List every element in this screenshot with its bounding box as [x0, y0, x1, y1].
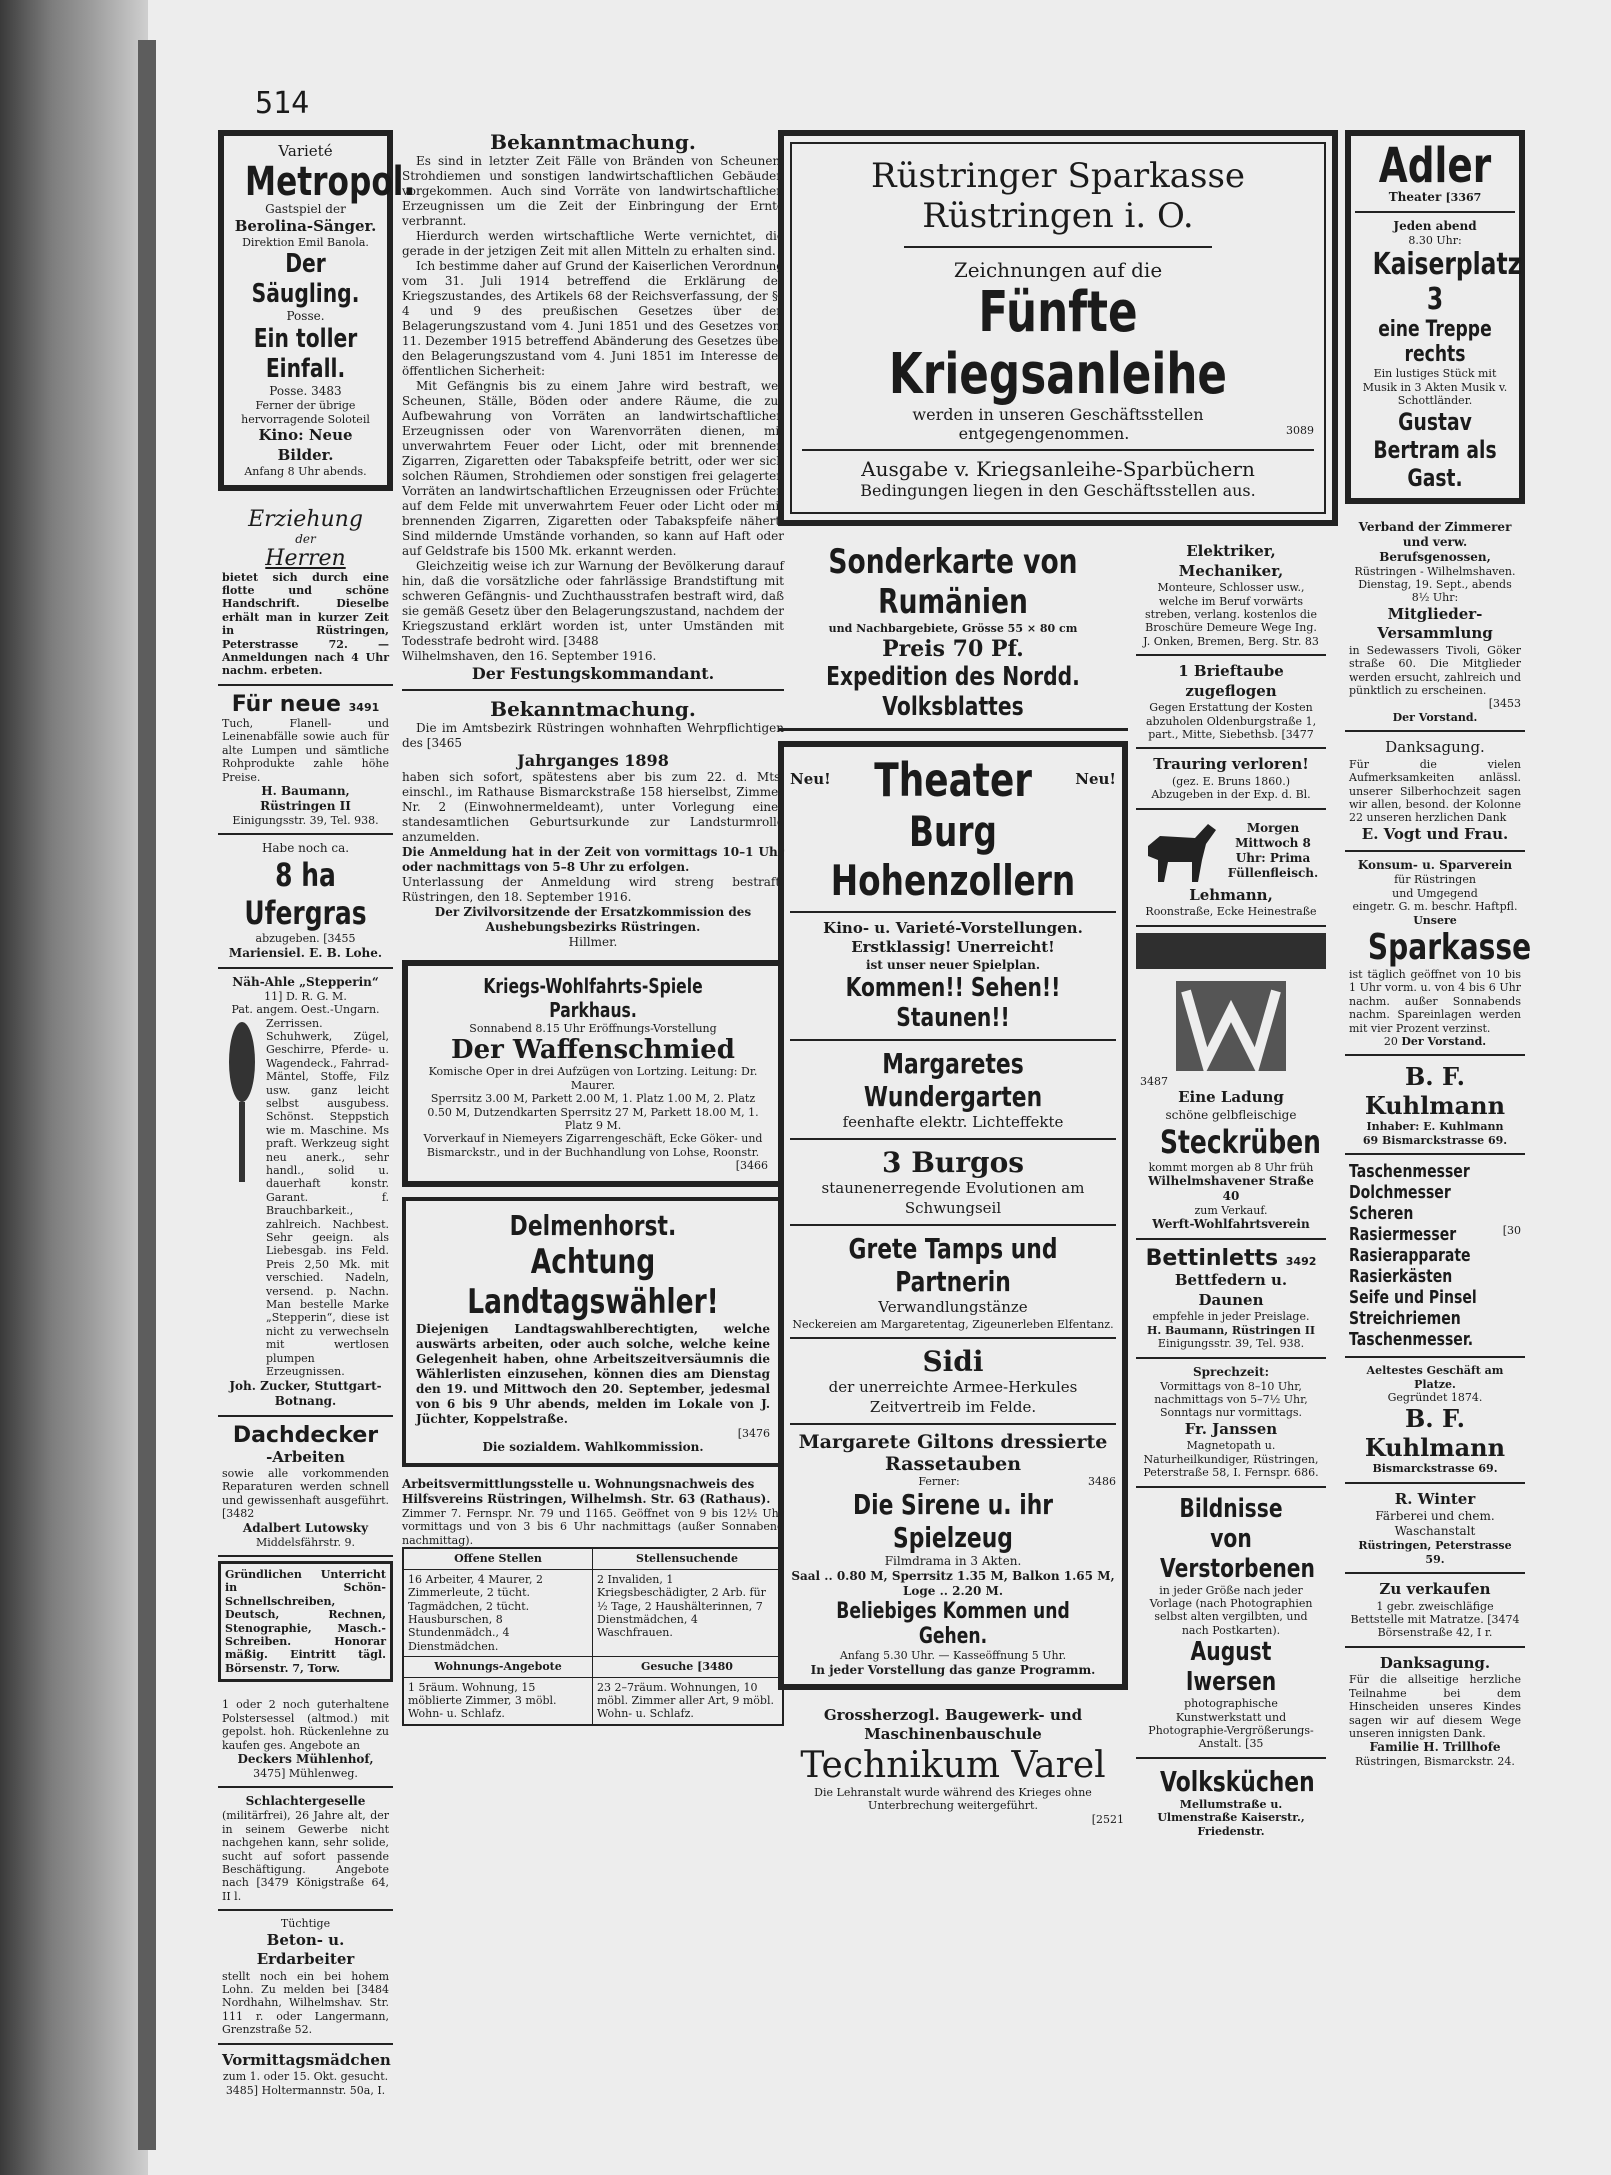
sparverein-code: 20	[1383, 1034, 1398, 1048]
janssen-head: Sprechzeit:	[1192, 1364, 1270, 1379]
adler-play2: eine Treppe rechts	[1378, 317, 1492, 368]
kuhlmann2-l2: Gegründet 1874.	[1387, 1391, 1483, 1404]
arbeitsverm-c4: 23 2–7räum. Wohnungen, 10 möbl. Zimmer aller Art, 9 möbl. Wohn- u. Schlafz.	[597, 1680, 774, 1721]
delmenhorst-code: [3476	[737, 1426, 770, 1440]
dachdecker-text: sowie alle vorkommenden Reparaturen werden schnell und gewissenhaft ausgeführt. [3482	[222, 1467, 389, 1521]
janssen-name: Fr. Janssen	[1184, 1419, 1278, 1438]
metropol-name: Metropol.	[245, 158, 416, 205]
polsterstuehle-code: 3475] Mühlenweg.	[253, 1766, 358, 1780]
dachdecker-name: Adalbert Lutowsky	[242, 1520, 369, 1535]
theater-act4: Sidi	[922, 1345, 984, 1378]
messer-item-6: Seife und Pinsel	[1349, 1287, 1477, 1309]
column-3	[778, 130, 1338, 2135]
column-4	[1345, 130, 1532, 2135]
dachdecker-sub: -Arbeiten	[266, 1447, 345, 1466]
sparkasse-l3: entgegengenommen.	[958, 424, 1130, 444]
volkskuechen-ad	[1136, 1759, 1326, 1844]
rumaenien-sub: und Nachbargebiete, Grösse 55 × 80 cm	[828, 622, 1078, 636]
schlachter-ad	[218, 1788, 393, 1911]
theater-name: Burg Hohenzollern	[830, 806, 1076, 905]
right-subcolumn	[1136, 536, 1326, 1844]
sparkasse-big: Fünfte Kriegsanleihe	[888, 280, 1228, 407]
janssen-ad	[1136, 1359, 1326, 1488]
sparkasse-l4: Ausgabe v. Kriegsanleihe-Sparbüchern	[861, 457, 1255, 482]
zimmerer-text2: in Sedewassers Tivoli, Göker straße 60. Die Mitglieder werden ersucht, zahlreich und pünktlich zu erscheinen.	[1349, 643, 1521, 698]
ufergras-code: [3455	[323, 932, 356, 946]
arbeitsverm-text: Zimmer 7. Fernspr. Nr. 79 und 1165. Geöffnet von 9 bis 12½ Uhr vormittags und von 3 bis 6 Uhr nachmittags (außer Sonnabend nachmittag).	[402, 1507, 784, 1547]
theater-act2d: staunenerregende Evolutionen am Schwungseil	[821, 1179, 1085, 1217]
polsterstuehle-text: 1 oder 2 noch guterhaltene Polstersessel (altmod.) mit gepolst. hoh. Rückenlehne zu kaufen ges. Angebote an	[222, 1698, 389, 1752]
rumaenien-head: Sonderkarte von Rumänien	[828, 542, 1078, 623]
kuhlmann2-l3: Bismarckstrasse 69.	[1372, 1462, 1498, 1476]
sparverein-l2: und Umgegend	[1392, 886, 1478, 900]
messer-item-1: Dolchmesser	[1349, 1182, 1451, 1204]
kuhlmann1-l2: 69 Bismarckstrasse 69.	[1362, 1133, 1508, 1147]
bek1-title: Bekanntmachung.	[490, 130, 696, 154]
theater-neu-right: Neu!	[1075, 769, 1116, 788]
trauring-ad	[1136, 749, 1326, 809]
janssen-text2: Magnetopath u. Naturheilkundiger, Rüstringen, Peterstraße 58, I. Fernspr. 686.	[1143, 1439, 1319, 1480]
sparverein-sign: Der Vorstand.	[1401, 1034, 1487, 1048]
parkhaus-code: [3466	[735, 1159, 768, 1173]
metropol-troupe: Berolina-Sänger.	[234, 216, 377, 235]
bek2-sign: Der Zivilvorsitzende der Ersatzkommission des Aushebungsbezirks Rüstringen.	[434, 905, 752, 934]
technikum-big: Technikum Varel	[800, 1744, 1106, 1786]
sparkasse-l5: Bedingungen liegen in den Geschäftsstellen aus.	[860, 481, 1256, 501]
lehmann-name: Lehmann,	[1189, 885, 1273, 904]
technikum-l1: Grossherzogl. Baugewerk- und Maschinenbauschule	[823, 1705, 1083, 1744]
fuer-neue-addr: Einigungsstr. 39, Tel. 938.	[232, 813, 379, 827]
metropol-top: Varieté	[278, 142, 333, 160]
theater-l5: Beliebiges Kommen und Gehen.	[836, 1599, 1070, 1650]
column-1	[218, 130, 416, 2135]
arbeitsverm-h3: Wohnungs-Angebote	[404, 1656, 593, 1677]
sparverein-text: ist täglich geöffnet von 10 bis 1 Uhr vorm. u. von 4 bis 6 Uhr nachm. außer Sonnabends nachm. Spareinlagen werden mit vier Prozent verzinst.	[1349, 967, 1521, 1035]
left-subcolumn	[778, 536, 1128, 1844]
winter-ad	[1345, 1484, 1525, 1574]
adler-desc: Ein lustiges Stück mit Musik in 3 Akten Musik v. Schottländer.	[1362, 367, 1508, 408]
delmenhorst-text: Diejenigen Landtagswahlberechtigten, welche auswärts arbeiten, oder auch solche, welche keine Gelegenheit haben, ohne Arbeitszeitversäumnis die Wählerlisten einzusehen, können dies am Dienstag den 19. und Mittwoch den 20. September, jedesmal von 6 bis 9 Uhr abends, melden im Lokale von J. Jüchter, Koppelstraße.	[416, 1321, 770, 1426]
messer-item-2: Scheren	[1349, 1203, 1414, 1225]
adler-guest: Gustav Bertram als Gast.	[1373, 407, 1497, 492]
handwriting-text: bietet sich durch eine flotte und schöne Handschrift. Dieselbe erhält man in kurzer Zeit in Rüstringen, Peterstrasse 72. — Anmeldungen nach 4 Uhr nachm. erbeten.	[222, 570, 389, 678]
bekanntmachung-2	[402, 697, 784, 950]
vormittags-head: Vormittagsmädchen	[222, 2050, 391, 2069]
werft-l5: zum Verkauf.	[1194, 1203, 1268, 1217]
volkskuechen-text: Mellumstraße u. Ulmenstraße Kaiserstr., Friedenstr.	[1157, 1797, 1305, 1838]
theater-l2: Erstklassig! Unerreicht!	[851, 938, 1055, 957]
messer-item-5: Rasierkästen	[1349, 1266, 1453, 1288]
tuechtige-head: Beton- u. Erdarbeiter	[256, 1930, 355, 1969]
w-logo-icon	[1176, 981, 1286, 1071]
tuechtige-ad	[218, 1911, 393, 2044]
theater-l6: Anfang 5.30 Uhr. — Kasseöffnung 5 Uhr.	[839, 1649, 1067, 1663]
elektriker-text: Monteure, Schlosser usw., welche im Beruf vorwärts streben, verlang. kostenlos die Broschüre Demeure Wege Ing. J. Onken, Bremen, Berg. Str. 83	[1143, 581, 1319, 648]
bettinletts-head: Bettinletts	[1145, 1246, 1279, 1272]
verkaufen-ad	[1345, 1574, 1525, 1648]
kuhlmann2-l1: Aeltestes Geschäft am Platze.	[1366, 1364, 1504, 1391]
theater-l1: Kino- u. Varieté-Vorstellungen.	[823, 918, 1083, 937]
fuer-neue-side: 3491	[348, 700, 380, 714]
brieftaube-head: 1 Brieftaube zugeflogen	[1178, 662, 1284, 700]
ufergras-ad	[218, 835, 393, 968]
danksagung1-sign: E. Vogt und Frau.	[1361, 824, 1509, 843]
zimmerer-head: Verband der Zimmerer und verw. Berufsgenossen,	[1358, 519, 1512, 564]
kuhlmann2-ad	[1345, 1358, 1525, 1484]
werft-sign: Werft-Wohlfahrtsverein	[1152, 1217, 1310, 1232]
danksagung1-ad	[1345, 732, 1525, 852]
parkhaus-ad	[402, 960, 784, 1187]
parkhaus-desc: Komische Oper in drei Aufzügen von Lortzing. Leitung: Dr. Maurer.	[428, 1065, 758, 1092]
bekanntmachung-1	[402, 130, 784, 683]
werft-big: Steckrüben	[1160, 1122, 1321, 1161]
unterricht-text: Gründlichen Unterricht in Schön-Schnellschreiben, Deutsch, Rechnen, Stenographie, Masch.-Schreiben. Honorar mäßig. Eintritt tägl. Börsenstr. 7, Torw.	[225, 1568, 386, 1675]
theater-hohenzollern-ad	[778, 741, 1128, 1690]
verkaufen-text: 1 gebr. zweischläfige Bettstelle mit Matratze. [3474 Börsenstraße 42, I r.	[1350, 1599, 1520, 1640]
theater-act6d: Filmdrama in 3 Akten.	[884, 1554, 1022, 1569]
parkhaus-show: Der Waffenschmied	[451, 1035, 735, 1066]
sparkasse-l2: werden in unseren Geschäftsstellen	[912, 405, 1204, 425]
bek1-p4: Mit Gefängnis bis zu einem Jahre wird bestraft, wer Scheunen, Ställe, Böden oder andere Räume, die zur Aufbewahrung von Vorräten an landwirtschaftlichen Erzeugnissen oder von Warenvorräten dienen, mit unverwahrtem Feuer oder Licht, oder mit brennenden Zigarren, Zigaretten oder Tabakspfeife betritt, oder wer sich solchen Räumen, Strohdiemen oder sonstigen frei gelagerten Vorräten an landwirtschaftlichen Erzeugnissen oder Früchten auf dem Felde mit unverwahrtem Feuer oder Licht oder mit brennenden Zigarren, Zigaretten oder Tabakspfeife nähert. Sind mildernde Umstände vorhanden, so kann auf Haft oder auf Geldstrafe bis 1500 Mk. erkannt werden.	[402, 379, 784, 558]
book-spine	[0, 0, 148, 2175]
fuer-neue-head: Für neue	[231, 691, 341, 717]
vormittags-ad	[218, 2045, 393, 2103]
adler-ad	[1345, 130, 1525, 504]
danksagung2-sign: Familie H. Trillhofe	[1369, 1740, 1501, 1755]
werft-l3: kommt morgen ab 8 Uhr früh	[1148, 1160, 1314, 1174]
schlachter-text: (militärfrei), 26 Jahre alt, der in seinem Gewerbe nicht nachgehen kann, sehr solide, sucht auf sofort passende Beschäftigung. Angebote nach [3479 Königstraße 64, II l.	[222, 1809, 389, 1903]
danksagung2-ad	[1345, 1648, 1525, 1775]
sparkasse-ad	[778, 130, 1338, 526]
stepperin-head: Näh-Ahle „Stepperin“	[232, 974, 379, 989]
page-number: 514	[255, 86, 310, 121]
parkhaus-vk: Vorverkauf in Niemeyers Zigarrengeschäft, Ecke Göker- und Bismarckstr., und in der Buchhandlung von Lohse, Roonstr.	[423, 1132, 763, 1159]
messer-item-7: Streichriemen	[1349, 1308, 1461, 1330]
zimmerer-code: [3453	[1488, 697, 1521, 711]
werft-l1: Eine Ladung	[1178, 1088, 1284, 1107]
delmenhorst-sign: Die sozialdem. Wahlkommission.	[482, 1440, 704, 1455]
adler-code: [3367	[1445, 191, 1482, 204]
verkaufen-head: Zu verkaufen	[1379, 1580, 1491, 1599]
parkhaus-sub: Sonnabend 8.15 Uhr Eröffnungs-Vorstellung	[469, 1022, 717, 1035]
theater-act3e: Neckereien am Margaretentag, Zigeunerleben Elfentanz.	[792, 1317, 1114, 1331]
kuhlmann2-head: B. F. Kuhlmann	[1364, 1404, 1506, 1463]
dachdecker-head: Dachdecker	[232, 1422, 379, 1448]
bildnisse-head: Bildnisse von Verstorbenen	[1160, 1493, 1315, 1584]
sparkasse-name1: Rüstringer Sparkasse	[870, 156, 1246, 196]
bildnisse-text2: photographische Kunstwerkstatt und Photographie-Vergrößerungs-Anstalt. [35	[1148, 1697, 1314, 1751]
arbeitsverm-h2: Stellensuchende	[593, 1549, 782, 1569]
adler-play: Kaiserplatz 3	[1372, 247, 1522, 318]
book-spine-edge	[138, 40, 156, 2150]
messer-item-4: Rasierapparate	[1349, 1245, 1471, 1267]
ufergras-sign: Mariensiel. E. B. Lohe.	[228, 945, 383, 960]
metropol-kino: Kino: Neue Bilder.	[258, 426, 353, 464]
theater-code: 3486	[1088, 1475, 1116, 1488]
ufergras-head: 8 ha Ufergras	[244, 856, 367, 933]
arbeitsverm-c2: 2 Invaliden, 1 Kriegsbeschädigter, 2 Arb. für ½ Tage, 2 Haushälterinnen, 7 Dienstmädchen, 4 Waschfrauen.	[593, 1570, 782, 1656]
bek2-p3: Die Anmeldung hat in der Zeit von vormittags 10–1 Uhr oder nachmittags von 5–8 Uhr zu erfolgen.	[402, 845, 784, 874]
metropol-play2-kind: Posse.	[269, 384, 308, 399]
theater-act5: Margarete Giltons dressierte Rassetauben	[798, 1431, 1108, 1475]
zimmerer-ad	[1345, 514, 1525, 733]
theater-act1: Margaretes Wundergarten	[863, 1046, 1043, 1113]
theater-act2: 3 Burgos	[881, 1146, 1025, 1180]
sparverein-l4: Unsere	[1413, 913, 1457, 927]
parkhaus-prices: Sperrsitz 3.00 M, Parkett 2.00 M, 1. Platz 1.00 M, 2. Platz 0.50 M, Dutzendkarten Sperrsitz 27 M, Parkett 18.00 M, 1. Platz 9 M.	[427, 1092, 759, 1133]
bek1-p1: Es sind in letzter Zeit Fälle von Bränden von Scheunen, Strohdiemen und sonstigen landwirtschaftlichen Gebäuden vorgekommen. Auch sind Vorräte von landwirtschaftlichen Erzeugnissen um die Zeit der Einbringung der Ernte verbrannt.	[402, 154, 784, 228]
handwriting-ad	[218, 501, 393, 686]
bettinletts-head2: Bettfedern u. Daunen	[1174, 1271, 1288, 1309]
werft-l4: Wilhelmshavener Straße 40	[1148, 1173, 1314, 1203]
sparkasse-code: 3089	[1286, 424, 1314, 438]
zimmerer-sign: Der Vorstand.	[1392, 710, 1478, 724]
bek1-p5: Gleichzeitig weise ich zur Warnung der Bevölkerung darauf hin, daß die vorsätzliche oder fahrlässige Brandstiftung mit schweren Gefängnis- und Zuchthausstrafen bestraft wird, daß sie gemäß Gesetz über den Belagerungszustand, nachdem der Kriegszustand erklärt worden ist, unter Umständen mit Todesstrafe bedroht wird. [3488	[402, 559, 784, 648]
stepperin-patent: D. R. G. M.	[285, 989, 347, 1003]
brieftaube-text: Gegen Erstattung der Kosten abzuholen Oldenburgstraße 1, part., Mitte, Siebethsb. [3477	[1145, 701, 1317, 742]
unterricht-ad	[218, 1561, 393, 1682]
metropol-start: Anfang 8 Uhr abends.	[244, 465, 367, 479]
theater-act1d: feenhafte elektr. Lichteffekte	[842, 1112, 1064, 1131]
theater-title: Theater	[874, 752, 1032, 807]
handwriting-script3: Herren	[265, 545, 346, 571]
stepperin-patent2: Pat. angem. Oest.-Ungarn.	[231, 1003, 380, 1017]
schlachter-head: Schlachtergeselle	[245, 1794, 366, 1809]
metropol-play2: Ein toller Einfall.	[253, 324, 358, 385]
bek1-sign: Der Festungskommandant.	[471, 664, 715, 683]
lehmann-addr: Roonstraße, Ecke Heinestraße	[1145, 905, 1317, 919]
theater-ferner: Ferner:	[918, 1475, 960, 1488]
volkskuechen-head: Volksküchen	[1160, 1764, 1315, 1798]
theater-neu-left: Neu!	[790, 769, 831, 788]
arbeitsverm-title: Arbeitsvermittlungsstelle u. Wohnungsnachweis des Hilfsvereins Rüstringen, Wilhelmsh. Str. 63 (Rathaus).	[402, 1477, 771, 1507]
bek2-p4: Unterlassung der Anmeldung wird streng bestraft. Rüstringen, den 18. September 1916.	[402, 875, 784, 904]
winter-l2: Rüstringen, Peterstrasse 59.	[1358, 1539, 1512, 1566]
bettinletts-addr: Einigungsstr. 39, Tel. 938.	[1157, 1337, 1305, 1351]
handwriting-script1: Erziehung	[248, 506, 363, 532]
theater-prices: Saal .. 0.80 M, Sperrsitz 1.35 M, Balkon 1.65 M, Loge .. 2.20 M.	[791, 1569, 1115, 1599]
messer-item-8: Taschenmesser.	[1349, 1329, 1474, 1351]
bek2-year: Jahrganges 1898	[517, 751, 669, 770]
bildnisse-text: in jeder Größe nach jeder Vorlage (nach Photographien selbst alten vergilbten, und nach Postkarten).	[1149, 1583, 1313, 1637]
parkhaus-title: Kriegs-Wohlfahrts-Spiele Parkhaus.	[483, 974, 703, 1022]
metropol-direction: Direktion Emil Banola.	[242, 236, 369, 249]
winter-l1: Färberei und chem. Waschanstalt	[1375, 1509, 1495, 1539]
sparverein-big: Sparkasse	[1367, 926, 1532, 968]
vormittags-text: zum 1. oder 15. Okt. gesucht. 3485] Holtermannstr. 50a, I.	[222, 2070, 389, 2097]
dark-ad-block	[1136, 933, 1326, 969]
stepperin-ad	[218, 969, 393, 1417]
metropol-more: Ferner der übrige hervorragende Soloteil	[241, 399, 370, 426]
metropol-play1: Der Säugling.	[251, 249, 360, 310]
ufergras-sub: abzugeben.	[255, 932, 320, 946]
theater-act4d: der unerreichte Armee-Herkules Zeitvertreib im Felde.	[828, 1378, 1078, 1416]
kuhlmann1-ad	[1345, 1056, 1525, 1155]
elektriker-ad	[1136, 536, 1326, 656]
metropol-ad	[218, 130, 416, 491]
metropol-code: 3483	[311, 384, 342, 399]
horse-icon	[1140, 816, 1220, 886]
sparverein-l1: für Rüstringen	[1394, 873, 1476, 887]
technikum-code: [2521	[1091, 1812, 1124, 1826]
bek2-name: Hillmer.	[568, 935, 618, 949]
lehmann-text: Morgen Mittwoch 8 Uhr: Prima Füllenfleisch.	[1227, 820, 1319, 880]
sparverein-ad	[1345, 852, 1532, 1056]
adler-name: Adler	[1378, 138, 1492, 194]
bettinletts-ad	[1136, 1240, 1326, 1358]
zimmerer-text: Rüstringen - Wilhelmshaven. Dienstag, 19. Sept., abends 8½ Uhr:	[1354, 564, 1516, 605]
handwriting-script2: der	[295, 531, 316, 546]
bettinletts-text: empfehle in jeder Preislage.	[1152, 1310, 1310, 1324]
delmenhorst-ad	[402, 1197, 784, 1467]
messer-item-0: Taschenmesser	[1349, 1161, 1470, 1183]
brieftaube-ad	[1136, 656, 1326, 749]
technikum-ad	[778, 1700, 1128, 1832]
danksagung2-text: Für die allseitige herzliche Teilnahme bei dem Hinscheiden unseres Kindes sagen wir auf diesem Wege unseren innigsten Dank.	[1349, 1673, 1521, 1740]
adler-l1: Jeden abend	[1393, 219, 1477, 233]
ufergras-top: Habe noch ca.	[261, 841, 350, 856]
arbeitsverm-h4: Gesuche [3480	[593, 1656, 782, 1677]
bek2-p1: Die im Amtsbezirk Rüstringen wohnhaften Wehrpflichtigen des [3465	[402, 721, 784, 750]
kuhlmann1-l1: Inhaber: E. Kuhlmann	[1366, 1120, 1504, 1134]
werft-code: 3487	[1140, 1074, 1168, 1088]
bek2-title: Bekanntmachung.	[490, 697, 696, 721]
bettinletts-firm: H. Baumann, Rüstringen II	[1146, 1323, 1316, 1337]
rumaenien-price: Preis 70 Pf.	[882, 635, 1024, 662]
theater-l7: In jeder Vorstellung das ganze Programm.	[810, 1662, 1096, 1677]
delmenhorst-title: Delmenhorst.	[509, 1208, 677, 1242]
adler-l2: 8.30 Uhr:	[1408, 234, 1462, 247]
winter-head: R. Winter	[1394, 1489, 1476, 1508]
tuechtige-text: stellt noch ein bei hohem Lohn. Zu melden bei [3484 Nordhahn, Wilhelmshav. Str. 111 r. oder Langermann, Grenzstraße 52.	[222, 1969, 389, 2037]
messer-ad	[1345, 1155, 1525, 1358]
kuhlmann1-head: B. F. Kuhlmann	[1364, 1062, 1506, 1121]
adler-kind: Theater	[1388, 190, 1442, 204]
bek1-date: Wilhelmshaven, den 16. September 1916.	[402, 649, 657, 663]
danksagung1-head: Danksagung.	[1385, 738, 1485, 757]
theater-act3d: Verwandlungstänze	[878, 1298, 1028, 1317]
rumaenien-exp: Expedition des Nordd. Volksblattes	[826, 661, 1080, 722]
sparkasse-l1: Zeichnungen auf die	[953, 258, 1163, 282]
janssen-text: Vormittags von 8–10 Uhr, nachmittags von 5–7½ Uhr, Sonntags nur vormittags.	[1154, 1379, 1308, 1420]
awl-tool-icon	[222, 1017, 262, 1187]
theater-act6: Die Sirene u. ihr Spielzeug	[852, 1488, 1054, 1555]
polsterstuehle-ad	[218, 1692, 393, 1788]
column-2	[402, 130, 784, 2135]
metropol-play1-kind: Posse.	[286, 309, 325, 324]
trauring-head: Trauring verloren!	[1153, 755, 1309, 774]
stepperin-firm: Joh. Zucker, Stuttgart-Botnang.	[229, 1378, 382, 1408]
bek1-p3: Ich bestimme daher auf Grund der Kaiserlichen Verordnung vom 31. Juli 1914 betreffend die Erklärung des Kriegszustandes, des Artikels 68 der Reichsverfassung, der §§ 4 und 9 des preußischen Gesetzes über den Belagerungszustand vom 4. Juni 1851 und des Gesetzes vom 11. Dezember 1915 betreffend Abänderung des Gesetzes über den Belagerungszustand vom 4. Juni 1851 im Interesse der öffentlichen Sicherheit:	[402, 259, 784, 378]
sparverein-head: Konsum- u. Sparverein	[1357, 858, 1513, 873]
theater-act3: Grete Tamps und Partnerin	[848, 1232, 1058, 1299]
bildnisse-name: August Iwersen	[1185, 1637, 1277, 1698]
werft-ad	[1136, 975, 1326, 1241]
bettinletts-side: 3492	[1285, 1255, 1317, 1269]
stepperin-code: 11]	[264, 989, 283, 1003]
theater-l4: Kommen!! Sehen!! Staunen!!	[845, 972, 1061, 1033]
technikum-l2: Die Lehranstalt wurde während des Krieges ohne Unterbrechung weitergeführt.	[814, 1785, 1092, 1813]
arbeitsverm-table	[402, 1547, 784, 1725]
stepperin-text: Zerrissen. Schuhwerk, Zügel, Geschirre, Pferde- u. Wagendeck., Fahrrad-Mäntel, Stoffe, Filz usw. ganz leicht selbst ausgubess. Schönst. Steppstich wie m. Maschine. Ms praft. Werkzeug sight neu anerk., sehr handl., solid u. dauerhaft konstr. Garant. f. Brauchbarkeit., zahlreich. Nachbest. Sehr geeign. als Liebesgab. ins Feld. Preis 2,50 Mk. mit verschied. Nadeln, versend. p. Nachn. Man bestelle Marke „Stepperin“, diese ist nicht zu verwechseln mit wertlosen plumpen Erzeugnissen.	[266, 1016, 389, 1379]
messer-item-3: Rasiermesser	[1349, 1224, 1457, 1246]
dachdecker-ad	[218, 1417, 393, 1558]
sparverein-l3: eingetr. G. m. beschr. Haftpfl.	[1352, 900, 1518, 914]
dachdecker-addr: Middelsfährstr. 9.	[255, 1535, 356, 1549]
arbeitsvermittlung-ad	[402, 1477, 784, 1726]
metropol-guest: Gastspiel der	[265, 201, 346, 216]
messer-code: [30	[1502, 1224, 1521, 1238]
danksagung2-addr: Rüstringen, Bismarckstr. 24.	[1355, 1755, 1515, 1769]
sparkasse-name2: Rüstringen i. O.	[922, 196, 1194, 236]
bildnisse-ad	[1136, 1488, 1326, 1759]
danksagung2-head: Danksagung.	[1379, 1653, 1491, 1672]
bek1-p2: Hierdurch werden wirtschaftliche Werte vernichtet, die gerade in der jetzigen Zeit mit allen Mitteln zu erhalten sind.	[402, 229, 784, 258]
fuer-neue-ad	[218, 686, 393, 835]
fuer-neue-firm: H. Baumann, Rüstringen II	[260, 783, 351, 813]
arbeitsverm-c3: 1 5räum. Wohnung, 15 möblierte Zimmer, 3 möbl. Wohn- u. Schlafz.	[404, 1678, 593, 1724]
arbeitsverm-c1: 16 Arbeiter, 4 Maurer, 2 Zimmerleute, 2 tücht. Tagmädchen, 2 tücht. Hausburschen, 8 Stundenmädch., 4 Dienstmädchen.	[404, 1570, 593, 1656]
arbeitsverm-h1: Offene Stellen	[404, 1549, 593, 1569]
werft-l2: schöne gelbfleischige	[1165, 1107, 1297, 1122]
polsterstuehle-firm: Deckers Mühlenhof,	[237, 1751, 374, 1766]
bek2-p2: haben sich sofort, spätestens aber bis zum 22. d. Mts. einschl., im Rathause Bismarckstraße 158 hierselbst, Zimmer Nr. 2 (Einwohnermeldeamt), unter Vorlegung einer standesamtlichen Geburtsurkunde zur Landsturmrolle anzumelden.	[402, 770, 784, 844]
trauring-text: (gez. E. Bruns 1860.) Abzugeben in der Exp. d. Bl.	[1151, 774, 1311, 802]
tuechtige-top: Tüchtige	[280, 1917, 331, 1931]
delmenhorst-head: Achtung Landtagswähler!	[467, 1241, 719, 1322]
rumaenien-ad	[778, 536, 1128, 730]
theater-l3: ist unser neuer Spielplan.	[865, 957, 1041, 972]
elektriker-head: Elektriker, Mechaniker,	[1178, 542, 1284, 580]
danksagung1-text: Für die vielen Aufmerksamkeiten anlässl. unserer Silberhochzeit sagen wir allen, besond. der Kolonne 22 unseren herzlichen Dank	[1349, 757, 1521, 825]
lehmann-ad	[1136, 810, 1326, 927]
fuer-neue-text: Tuch, Flanell- und Leinenabfälle sowie auch für alte Lumpen und sämtliche Rohprodukte zahle höhe Preise.	[222, 716, 389, 784]
zimmerer-head2: Mitglieder-Versammlung	[1377, 604, 1493, 643]
